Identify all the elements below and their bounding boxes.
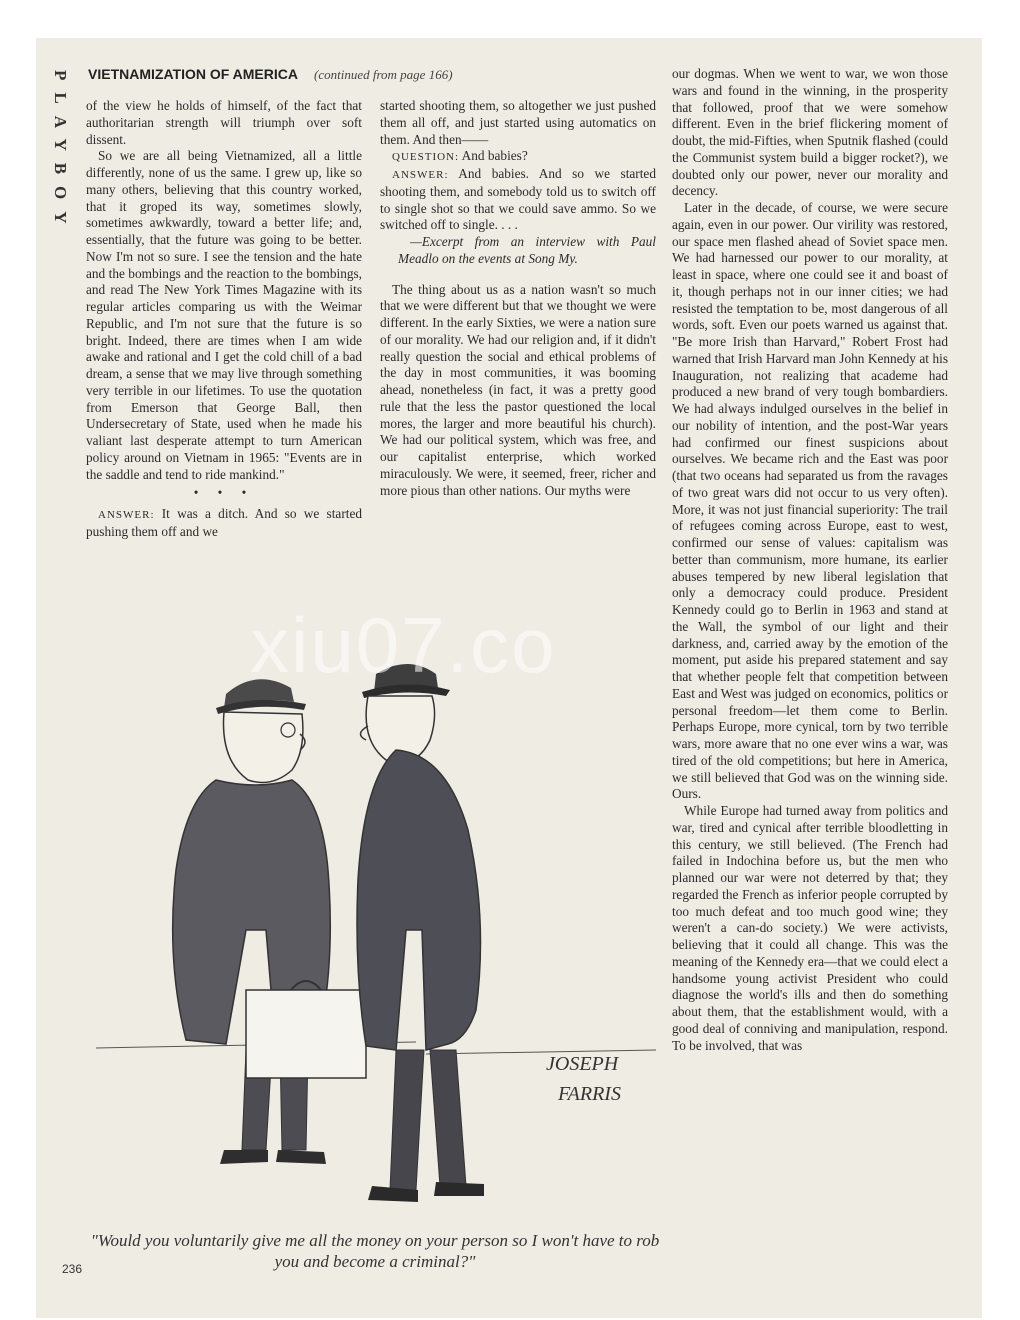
question-text: And babies? xyxy=(461,148,528,164)
continued-note: (continued from page 166) xyxy=(314,67,453,82)
leg-left xyxy=(390,1050,424,1190)
leg-right xyxy=(430,1050,466,1186)
col3-paragraph-2: Later in the decade, of course, we were secure again, even in our power. Our virility was restored, our space men flashed ahead of Soviet space men. We had harnessed our power to our morality, at least in space, where one could see it and boast of it, though perhaps not in our inner cities; we had resisted the temptation to be, most dangerous of all words, soft. Even our poets warned us against that. "Be more Irish than Harvard," Robert Frost had warned that Irish Harvard man John Kennedy at his Inauguration, not realizing that academe had produced a new brand of very tough bombardiers. We had always indulged ourselves in the belief in our nobility of intention, and the post-War years had confirmed our finest suspicions about ourselves. We became rich and the East was poor (that two oceans had separated us from the ravages of two great wars did not occur to us very often). More, it was not just financial superiority: The trail of refugees coming across Europe, east to west, confirmed our sense of values: capitalism was better than communism, more humane, its earlier abuses tempered by new liberal legislation that only a democracy could produce. President Kennedy could go to Berlin in 1963 and stand at the Wall, the symbol of our light and their darkness, and, carried away by the emotion of the moment, put aside his prepared statement and say that whether people felt that competition between East and West was judged on economics, politics or personal freedom—let them come to Berlin. Perhaps Europe, more cynical, torn by two terrible wars, more aware that no one ever wins a war, was tired of the old competitions; but here in America, we still believed that God was on the winning side. Ours. xyxy=(672,200,948,802)
head xyxy=(224,712,303,782)
ground-line-2 xyxy=(426,1050,656,1054)
answer-label: ANSWER: xyxy=(98,509,155,521)
answer-text: It was a ditch. And so we started pushing them off and we xyxy=(86,506,362,539)
signature-line-2: FARRIS xyxy=(558,1083,621,1105)
col2-question xyxy=(380,148,656,166)
shoe-right xyxy=(434,1182,484,1196)
col3-paragraph-3: While Europe had turned away from politics and war, tired and cynical after terrible bloodletting in this century, we still believed. (The French had failed in Indochina before us, but the men who planned our war were not deterred by that; they regarded the French as inferior people corrupted by too much defeat and too much good wine; they weren't a can-do society.) We were activists, believing that it could all change. This was the meaning of the Kennedy era—that we could elect a handsome young activist President who could diagnose the world's ills and then do something about them, that the establishment would, with a good deal of conniving and manipulation, respond. To be involved, that was xyxy=(672,803,948,1053)
col1-answer xyxy=(86,506,362,541)
page-number: 236 xyxy=(62,1262,83,1276)
coat xyxy=(357,750,481,1050)
col2-answer xyxy=(380,166,656,234)
signature-line-1: JOSEPH xyxy=(546,1053,619,1075)
shoe-right xyxy=(276,1150,326,1164)
col2-paragraph-1: started shooting them, so altogether we just pushed them all off, and just started using automatics on them. And then—— xyxy=(380,98,656,147)
answer-label: ANSWER: xyxy=(392,169,449,181)
section-break: • • • xyxy=(193,485,255,501)
question-label: QUESTION: xyxy=(392,151,460,164)
magazine-name-vertical xyxy=(48,70,74,236)
magazine-name: PLAYBOY xyxy=(51,70,70,236)
cartoon-illustration xyxy=(96,630,656,1230)
col3-paragraph-1: our dogmas. When we went to war, we won those wars and found in the winning, in the prosperity that followed, proof that we were somehow different. Even in the brief flickering moment of doubt, the mid-Fifties, when Sputnik flashed (could the Communist system build a bigger rocket?), we doubted only our power, never our morality and decency. xyxy=(672,66,948,199)
column-1 xyxy=(86,98,362,541)
man-with-briefcase xyxy=(173,679,366,1164)
col2-paragraph-2: The thing about us as a nation wasn't so much that we were different but that we thought we were different. In the early Sixties, we were a nation sure of our morality. We had our religion and, if it didn't really question the social and ethical problems of the day in most communities, it was booming ahead, nonetheless (in fact, it was a pretty good rule that the less the pastor questioned the local mores, the larger and more beautiful his church). We had our political system, which was free, and our capitalist enterprise, which worked miraculously. We were, it seemed, freer, richer and more pious than other nations. Our myths were xyxy=(380,281,656,498)
briefcase xyxy=(246,990,366,1078)
answer-text: And babies. And so we started shooting them, and somebody told us to switch off to single shot so that we could save ammo. So we switched off to single. . . . xyxy=(380,166,656,233)
article-header xyxy=(88,66,648,84)
col1-paragraph-2: So we are all being Vietnamized, all a little differently, none of us the same. I grew up, like so many others, believing that this country worked, that it groped its way, sometimes slowly, sometimes awkwardly, toward a better life; and, essentially, that the future was going to be better. Now I'm not so sure. I see the tension and the hate and the bombings and the reaction to the bombings, and read The New York Times Magazine with its regular articles comparing us with the Weimar Republic, and I'm not sure that the future is so bright. Indeed, there are times when I am wide awake and rational and I get the cold chill of a bad dream, a sense that we may live through something very terrible in our lifetimes. To use the quotation from Emerson that George Ball, then Undersecretary of State, used when he made his valiant last desperate attempt to turn American policy around on Vietnam in 1965: "Events are in the saddle and tend to ride mankind." xyxy=(86,148,362,482)
man-robber xyxy=(357,664,484,1202)
column-2 xyxy=(380,98,656,499)
shoe-left xyxy=(220,1150,268,1164)
watermark: xiu07.co xyxy=(250,601,557,689)
cartoon-caption: "Would you voluntarily give me all the money on your person so I won't have to rob you and become a criminal?" xyxy=(90,1231,660,1271)
excerpt-attribution: —Excerpt from an interview with Paul Meadlo on the events at Song My. xyxy=(398,234,656,266)
col1-paragraph-1: of the view he holds of himself, of the fact that authoritarian strength will triumph over soft dissent. xyxy=(86,98,362,147)
column-3 xyxy=(672,66,948,1054)
article-title: VIETNAMIZATION OF AMERICA xyxy=(88,66,298,82)
